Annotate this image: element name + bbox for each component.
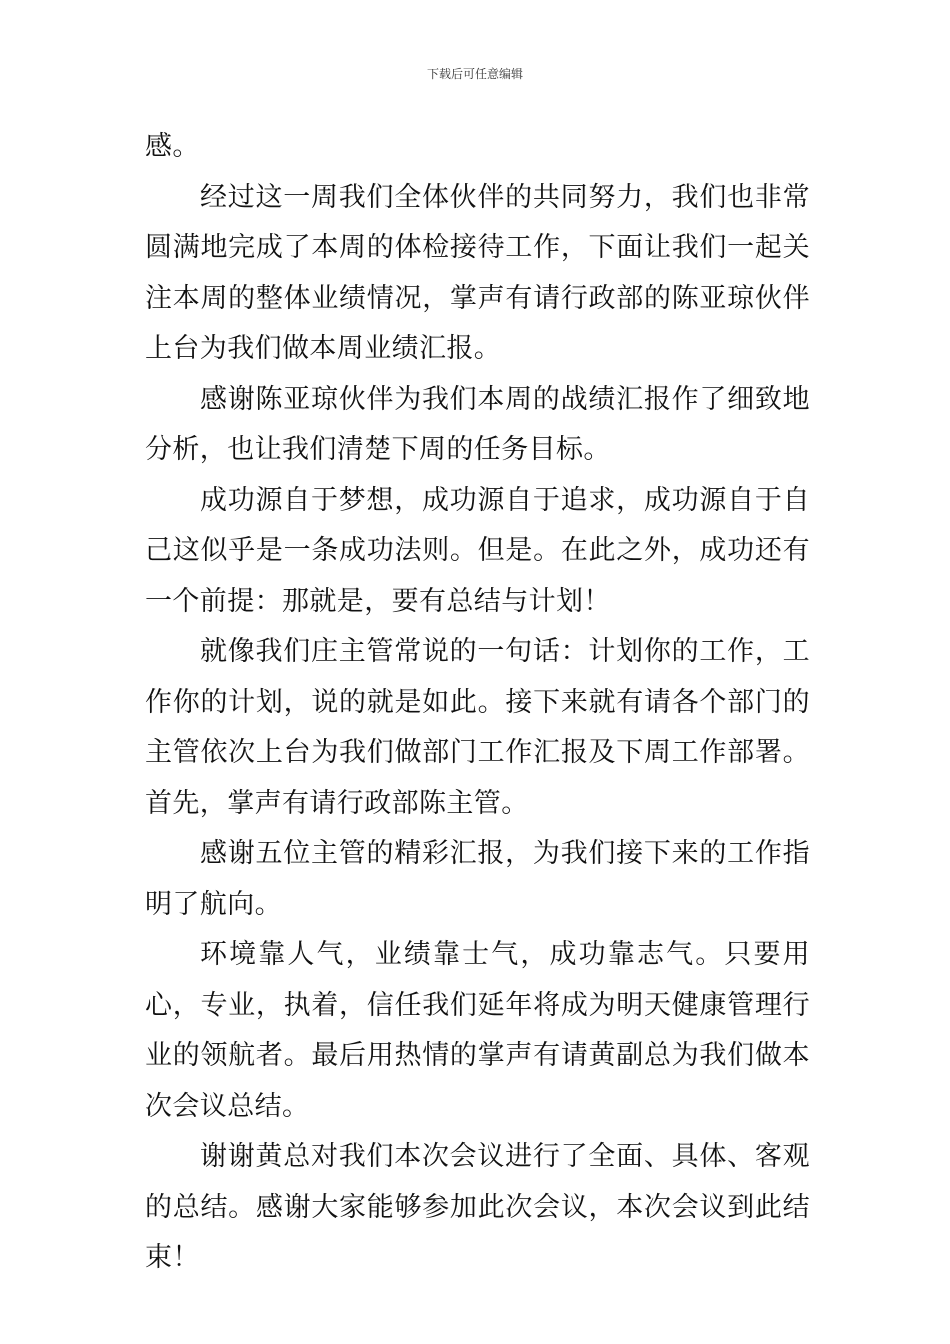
paragraph-3: 感谢陈亚琼伙伴为我们本周的战绩汇报作了细致地分析，也让我们清楚下周的任务目标。 (145, 383, 810, 465)
paragraph-8: 谢谢黄总对我们本次会议进行了全面、具体、客观的总结。感谢大家能够参加此次会议，本次会议到此结束！ (145, 1141, 810, 1273)
page-header-note: 下载后可任意编辑 (426, 67, 523, 81)
document-body (145, 122, 810, 1284)
paragraph-4: 成功源自于梦想，成功源自于追求，成功源自于自己这似乎是一条成功法则。但是。在此之外，成功还有一个前提：那就是，要有总结与计划！ (145, 484, 810, 617)
paragraph-7: 环境靠人气，业绩靠士气，成功靠志气。只要用心，专业，执着，信任我们延年将成为明天健康管理行业的领航者。最后用热情的掌声有请黄副总为我们做本次会议总结。 (145, 939, 810, 1122)
paragraph-2: 经过这一周我们全体伙伴的共同努力，我们也非常圆满地完成了本周的体检接待工作，下面让我们一起关注本周的整体业绩情况，掌声有请行政部的陈亚琼伙伴上台为我们做本周业绩汇报。 (145, 181, 810, 364)
paragraph-6: 感谢五位主管的精彩汇报，为我们接下来的工作指明了航向。 (145, 838, 810, 920)
paragraph-1: 感。 (145, 131, 200, 162)
paragraph-5: 就像我们庄主管常说的一句话：计划你的工作，工作你的计划，说的就是如此。接下来就有请各个部门的主管依次上台为我们做部门工作汇报及下周工作部署。首先，掌声有请行政部陈主管。 (145, 636, 810, 819)
